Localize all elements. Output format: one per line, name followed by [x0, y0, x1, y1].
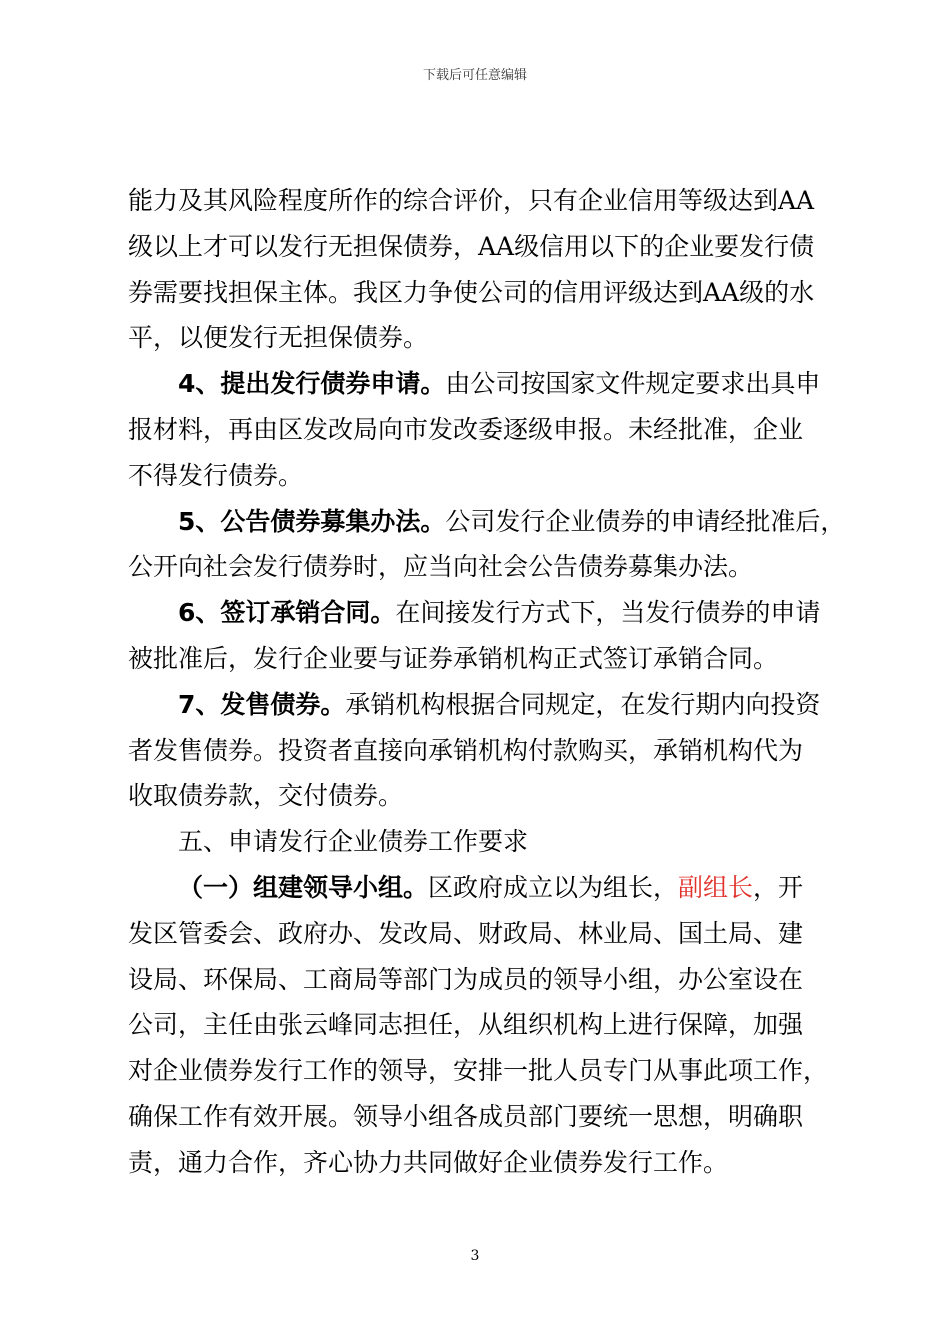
text-line: 设局、环保局、工商局等部门为成员的领导小组，办公室设在 — [128, 964, 804, 994]
paragraph-step-6 — [128, 590, 828, 682]
text-line: 者发售债券。投资者直接向承销机构付款购买，承销机构代为 — [128, 735, 804, 765]
text-line: 报材料，再由区发改局向市发改委逐级申报。未经批准，企业 — [128, 414, 804, 444]
page-header: 下载后可任意编辑 — [422, 68, 527, 83]
text-line: 券需要找担保主体。我区力争使公司的信用评级达到AA级的水 — [128, 277, 815, 307]
text-line: 平，以便发行无担保债券。 — [128, 323, 429, 353]
text-line: 被批准后，发行企业要与证券承销机构正式签订承销合同。 — [128, 643, 779, 673]
step-heading: 7、发售债券。 — [178, 689, 346, 719]
text-line — [128, 361, 828, 407]
step-text: 公司发行企业债券的申请经批准后， — [445, 506, 846, 536]
text-line: 级以上才可以发行无担保债券，AA级信用以下的企业要发行债 — [128, 231, 815, 261]
step-heading: 4、提出发行债券申请。 — [178, 369, 446, 399]
page-number: 3 — [470, 1248, 480, 1264]
subsection-heading: （一）组建领导小组。 — [178, 872, 429, 902]
step-heading: 5、公告债券募集办法。 — [178, 506, 446, 536]
text-line: 不得发行债券。 — [128, 460, 304, 490]
text-line: 收取债券款，交付债券。 — [128, 781, 404, 811]
highlighted-text: 副组长 — [678, 872, 754, 902]
text-line: 责，通力合作，齐心协力共同做好企业债券发行工作。 — [128, 1147, 729, 1177]
step-heading: 6、签订承销合同。 — [178, 598, 396, 628]
document-body — [128, 178, 846, 1186]
text-line: 能力及其风险程度所作的综合评价，只有企业信用等级达到AA — [128, 186, 815, 215]
step-text: 在间接发行方式下，当发行债券的申请 — [395, 598, 821, 628]
subsection-text: 区政府成立以为组长， — [428, 872, 679, 902]
subsection-text: ，开 — [753, 872, 804, 902]
text-line — [128, 865, 828, 911]
text-line: 公开向社会发行债券时，应当向社会公告债券募集办法。 — [128, 552, 754, 582]
paragraph-step-4 — [128, 361, 828, 498]
section-heading: 五、申请发行企业债券工作要求 — [178, 827, 529, 857]
paragraph-credit-rating — [128, 178, 828, 361]
text-line — [128, 499, 846, 545]
text-line — [128, 590, 828, 636]
text-line — [128, 682, 828, 728]
step-text: 由公司按国家文件规定要求出具申 — [445, 369, 821, 399]
text-line: 发区管委会、政府办、发改局、财政局、林业局、国土局、建 — [128, 918, 804, 948]
paragraph-step-5 — [128, 499, 846, 591]
text-line: 公司，主任由张云峰同志担任，从组织机构上进行保障，加强 — [128, 1010, 804, 1040]
paragraph-step-7 — [128, 682, 828, 819]
text-line: 对企业债券发行工作的领导，安排一批人员专门从事此项工作， — [128, 1056, 829, 1086]
paragraph-leadership-group — [128, 865, 828, 1186]
step-text: 承销机构根据合同规定，在发行期内向投资 — [345, 689, 821, 719]
text-line: 确保工作有效开展。领导小组各成员部门要统一思想，明确职 — [128, 1101, 804, 1131]
